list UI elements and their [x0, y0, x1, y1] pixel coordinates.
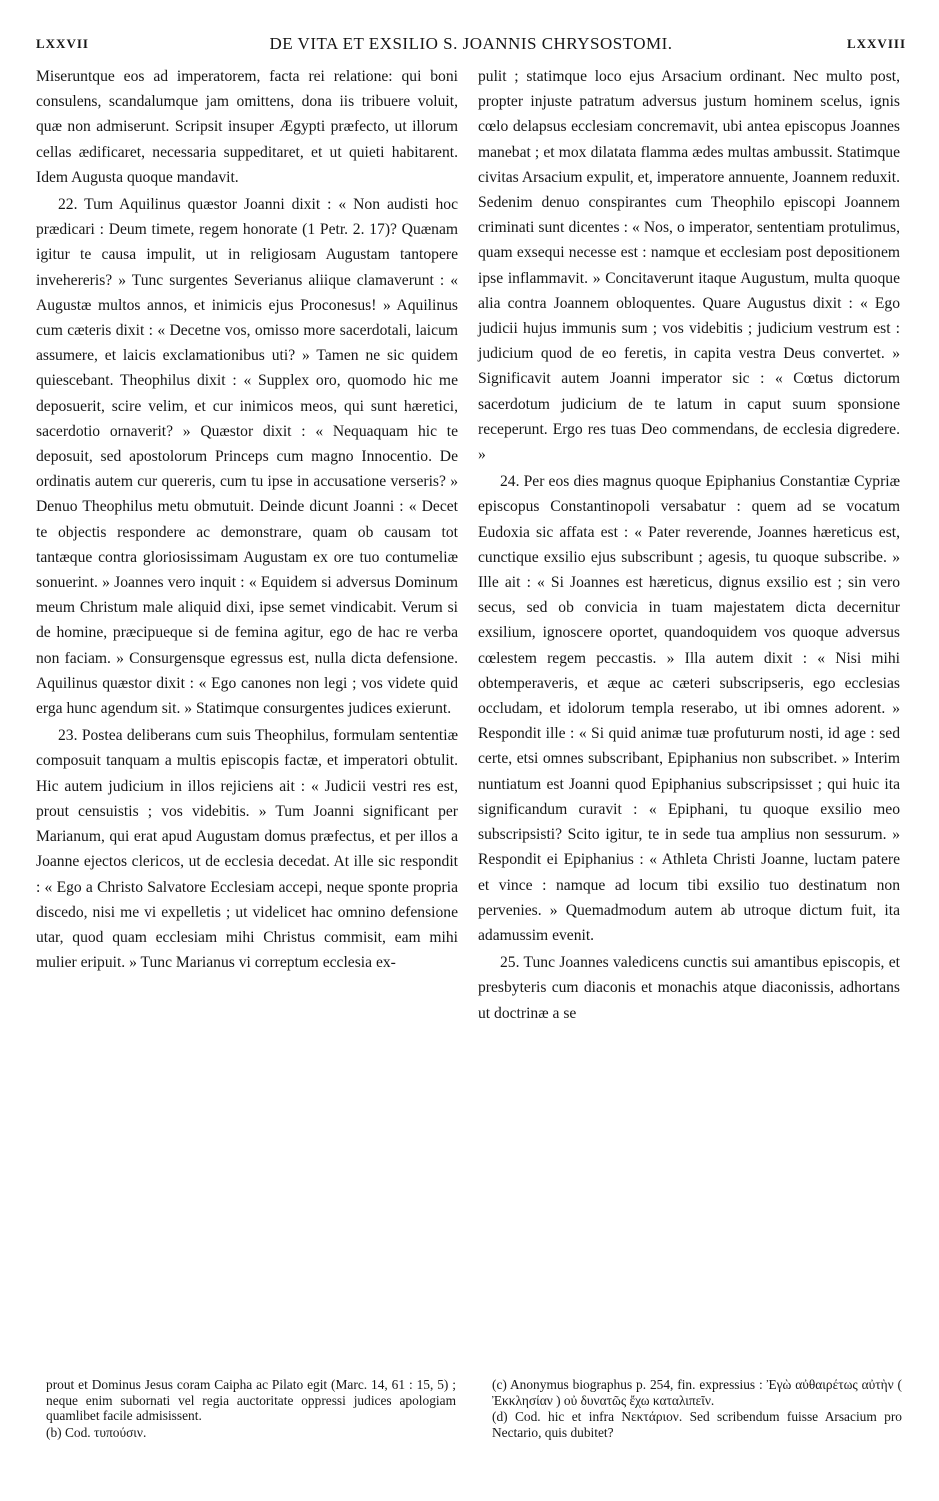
right-page-number: LXXVIII [846, 36, 906, 51]
running-title: DE VITA ET EXSILIO S. JOANNIS CHRYSOSTOMI. [269, 34, 673, 53]
footnote-c: (c) Anonymus biographus p. 254, fin. expressius : Ἐγὼ αὐθαιρέτως αὐτὴν ( Ἐκκλησίαν ) οὐ δυνατῶς ἔχω καταλιπεῖν. [492, 1377, 902, 1408]
paragraph-22: 22. Tum Aquilinus quæstor Joanni dixit : « Non audisti hoc prædicari : Deum timete, regem honorate (1 Petr. 2. 17)? Quænam igitur te causa impulit, ut in religiosam Augustam tantopere invehereris? » Tunc surgentes Severianus aliique clamaverunt : « Augustæ multos annos, et inimicis ejus Proconesus! » Aquilinus cum cæteris dixit : « Decetne vos, omisso more sacerdotali, laicum assumere, et laicis exclamationibus uti? » Tamen ne sic quidem quiescebant. Theophilus dixit : « Supplex oro, quomodo hic me deposuerit, scire velim, et cur inimicos meos, qui sunt hæretici, sacerdotio ornaverit? » Quæstor dixit : « Nequaquam hic te deposuit, sed apostolorum Princeps cum magno Innocentio. De ordinatis autem cur quereris, cum tu ipse in accusatione verseris? » Denuo Theophilus metu obmutuit. Deinde dicunt Joanni : « Decet te objectis respondere ac demonstrare, quam ob causam tot tantæque contra gloriosissimam Augustam ex ore tuo contumeliæ sonuerint. » Joannes vero inquit : « Equidem si adversus Dominum meum Christum male aliquid dixi, ipse semet vindicabit. Verum si de homine, præcipueque si de femina agitur, ego de hac re verba non faciam. » Consurgensque egressus est, nulla dicta defensione. Aquilinus quæstor dixit : « Ego canones non legi ; vos videte quid erga hunc agendum sit. » Statimque consurgentes judices exierunt. [36, 196, 458, 718]
paragraph-25: 25. Tunc Joannes valedicens cunctis sui amantibus episcopis, et presbyteris cum diaconis et monachis atque diaconissis, adhortans ut doctrinæ a se [478, 954, 900, 1022]
footnote-b: (b) Cod. τυπούσιν. [46, 1424, 147, 1440]
paragraph-24: 24. Per eos dies magnus quoque Epiphanius Constantiæ Cypriæ episcopus Constantinopoli versabatur : quem ad se vocatum Eudoxia sic affata est : « Pater reverende, Joannes hæreticus est, cunctique exsilio ejus subscribunt ; agesis, tu quoque subscribe. » Ille ait : « Si Joannes est hæreticus, dignus exsilio est ; sin vero secus, sed ob convicia in tuam majestatem dicta decernitur exsilium, ignoscere oportet, quandoquidem vos quoque adversus cœlestem regem peccastis. » Illa autem dixit : « Nisi mihi obtemperaveris, et æque ac cæteri subscripseris, ego ecclesias occludam, et idolorum templa reserabo, ut ibi omnes adorent. » Respondit ille : « Si quid animæ tuæ profuturum nosti, id age : sed certe, etsi omnes subscribant, Epiphanius non subscribet. » Interim nuntiatum est Joanni quod Epiphanius subscripsisset ; qui huic ita significandum curavit : « Epiphani, tu quoque exsilio meo subscripsisti? Scito igitur, te in sede tua amplius non sessurum. » Respondit ei Epiphanius : « Athleta Christi Joanne, luctam patere et vince : namque ad locum tibi exsilio tuo destinatum non pervenies. » Quemadmodum autem ab utroque dictum fuit, ita adamussim evenit. [478, 473, 900, 944]
footnote-d: (d) Cod. hic et infra Νεκτάριον. Sed scribendum fuisse Arsacium pro Nectario, quis dubitet? [492, 1409, 902, 1440]
paragraph-23-continued: pulit ; statimque loco ejus Arsacium ordinant. Nec multo post, propter injuste patratum adversus justum hominem scelus, ignis cœlo delapsus ecclesiam concremavit, ubi antea episcopus Joannes manebat ; et mox dilatata flamma ædes multas ambussit. Statimque civitas Arsacium expulit, et, imperatore annuente, Joannem reduxit. Sedenim denuo conspirantes cum Theophilo episcopi Joannem criminati sunt dicentes : « Nos, o imperator, sententiam protulimus, quam exsequi necesse est : namque et ecclesiam post depositionem ipse inflammavit. » Concitaverunt itaque Augustum, multa quoque alia contra Joannem obloquentes. Quare Augustus dixit : « Ego judicii hujus immunis sum ; vos videbitis ; judicium vestrum est : judicium quod de eo feretis, in capita vestra Deus convertet. » Significavit autem Joanni imperator sic : « Cœtus dictorum sacerdotum judicium de te latum in caput suum sponsione receperunt. Ergo res tuas Deo commendans, de ecclesia digredere. » [478, 68, 900, 464]
right-text-column [478, 64, 900, 1026]
running-header [36, 36, 906, 58]
left-text-column [36, 64, 458, 975]
paragraph-continued: Miseruntque eos ad imperatorem, facta rei relatione: qui boni consulens, scandalumque jam omittens, dona iis tribuere voluit, quæ non admiserunt. Scripsit insuper Ægypti præfecto, ut illorum cellas ædificaret, necessaria suppeditaret, et ut quieti habitarent. Idem Augusta quoque mandavit. [36, 68, 458, 186]
paragraph-23: 23. Postea deliberans cum suis Theophilus, formulam sententiæ composuit tanquam a multis episcopis factæ, et imperatori obtulit. Hic autem judicium in illos rejiciens ait : « Judicii vestri res est, prout censuistis ; vos videbitis. » Tum Joanni significant per Marianum, qui erat apud Augustam domus præfectus, et per illos a Joanne ejectos clericos, ut de ecclesia decedat. At ille sic respondit : « Ego a Christo Salvatore Ecclesiam accepi, neque sponte propria discedo, nisi me vi expelletis ; ut videlicet hac omnino defensione utar, quod quam ecclesiam mihi Christus commisit, eam mihi mulier eripuit. » Tunc Marianus vi correptum ecclesia ex- [36, 727, 458, 972]
footnote-continued: prout et Dominus Jesus coram Caipha ac Pilato egit (Marc. 14, 61 : 15, 5) ; neque enim subornati vel regia auctoritate oppressi judices apologiam quamlibet facile admisissent. [46, 1377, 456, 1424]
right-footnotes [492, 1377, 902, 1440]
left-footnotes [46, 1377, 456, 1440]
left-page-number: LXXVII [36, 36, 89, 51]
